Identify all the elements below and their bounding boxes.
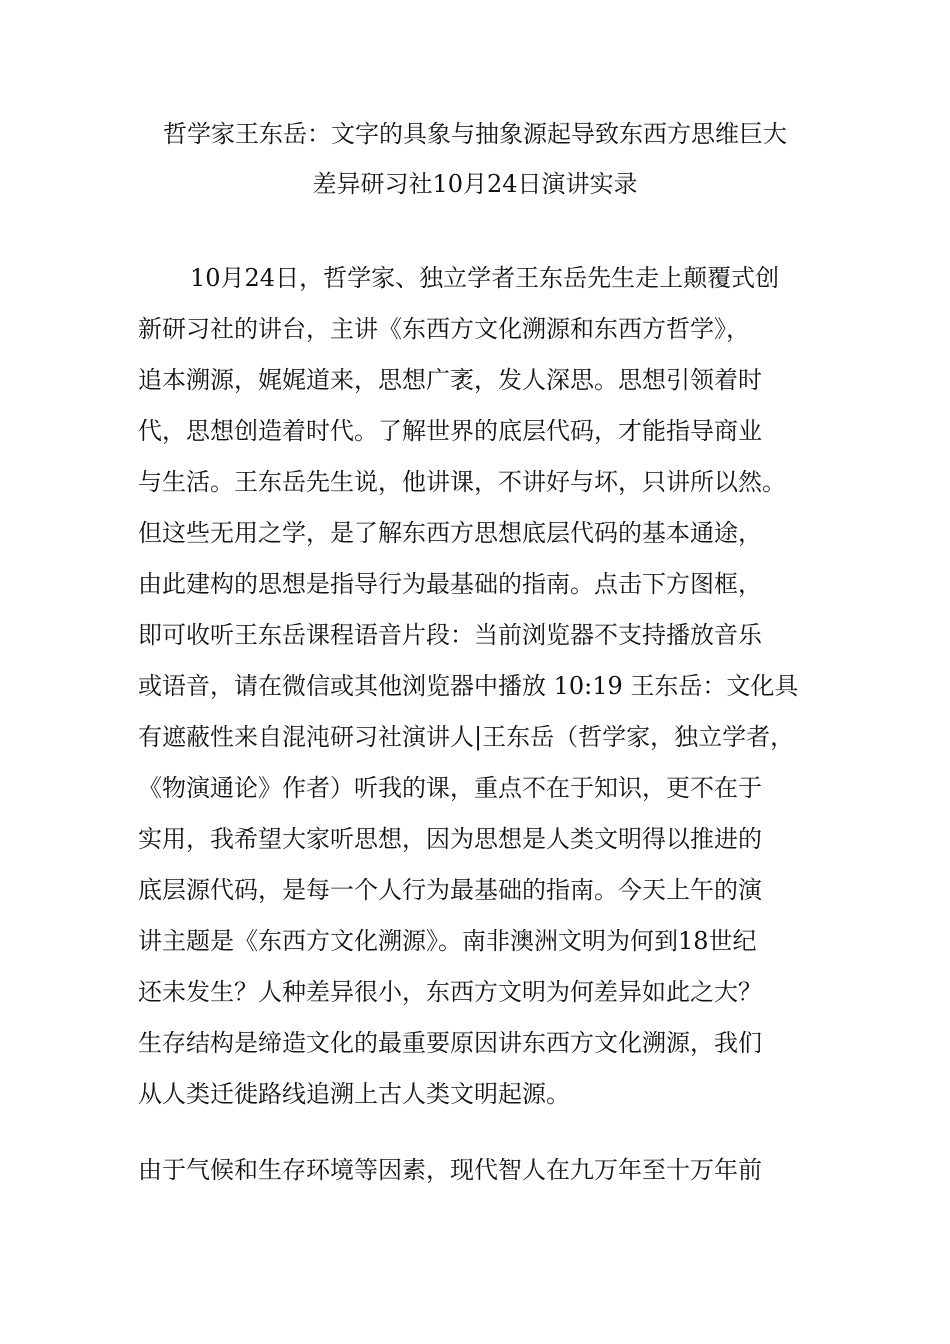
paragraph-1-line: 代，思想创造着时代。了解世界的底层代码，才能指导商业 [138,417,762,445]
paragraph-2-line: 由于气候和生存环境等因素，现代智人在九万年至十万年前 [138,1156,762,1184]
paragraph-1-line: 与生活。王东岳先生说，他讲课，不讲好与坏，只讲所以然。 [138,468,786,496]
paragraph-1-line: 从人类迁徙路线追溯上古人类文明起源。 [138,1080,570,1108]
paragraph-1-line: 由此建构的思想是指导行为最基础的指南。点击下方图框， [138,570,762,598]
paragraph-1-line: 讲主题是《东西方文化溯源》。南非澳洲文明为何到18世纪 [138,927,757,955]
document-title-line-1: 哲学家王东岳：文字的具象与抽象源起导致东西方思维巨大 [163,120,787,148]
document-title-line-2: 差异研习社10月24日演讲实录 [312,170,638,198]
paragraph-1-line: 底层源代码，是每一个人行为最基础的指南。今天上午的演 [138,876,762,904]
paragraph-1-line: 即可收听王东岳课程语音片段：当前浏览器不支持播放音乐 [138,621,762,649]
paragraph-1-line: 追本溯源，娓娓道来，思想广袤，发人深思。思想引领着时 [138,366,762,394]
paragraph-1-line: 实用，我希望大家听思想，因为思想是人类文明得以推进的 [138,825,762,853]
paragraph-1-line: 但这些无用之学，是了解东西方思想底层代码的基本通途， [138,519,762,547]
paragraph-1-line: 《物演通论》作者）听我的课，重点不在于知识，更不在于 [138,774,762,802]
paragraph-1-line: 10月24日，哲学家、独立学者王东岳先生走上颠覆式创 [190,264,780,292]
paragraph-1-line: 新研习社的讲台，主讲《东西方文化溯源和东西方哲学》， [138,315,750,343]
paragraph-1-line: 或语音，请在微信或其他浏览器中播放 10:19 王东岳：文化具 [138,672,799,700]
paragraph-1-line: 有遮蔽性来自混沌研习社演讲人|王东岳（哲学家，独立学者， [138,723,795,751]
paragraph-1-line: 还未发生？人种差异很小，东西方文明为何差异如此之大？ [138,978,762,1006]
paragraph-1-line: 生存结构是缔造文化的最重要原因讲东西方文化溯源，我们 [138,1029,762,1057]
